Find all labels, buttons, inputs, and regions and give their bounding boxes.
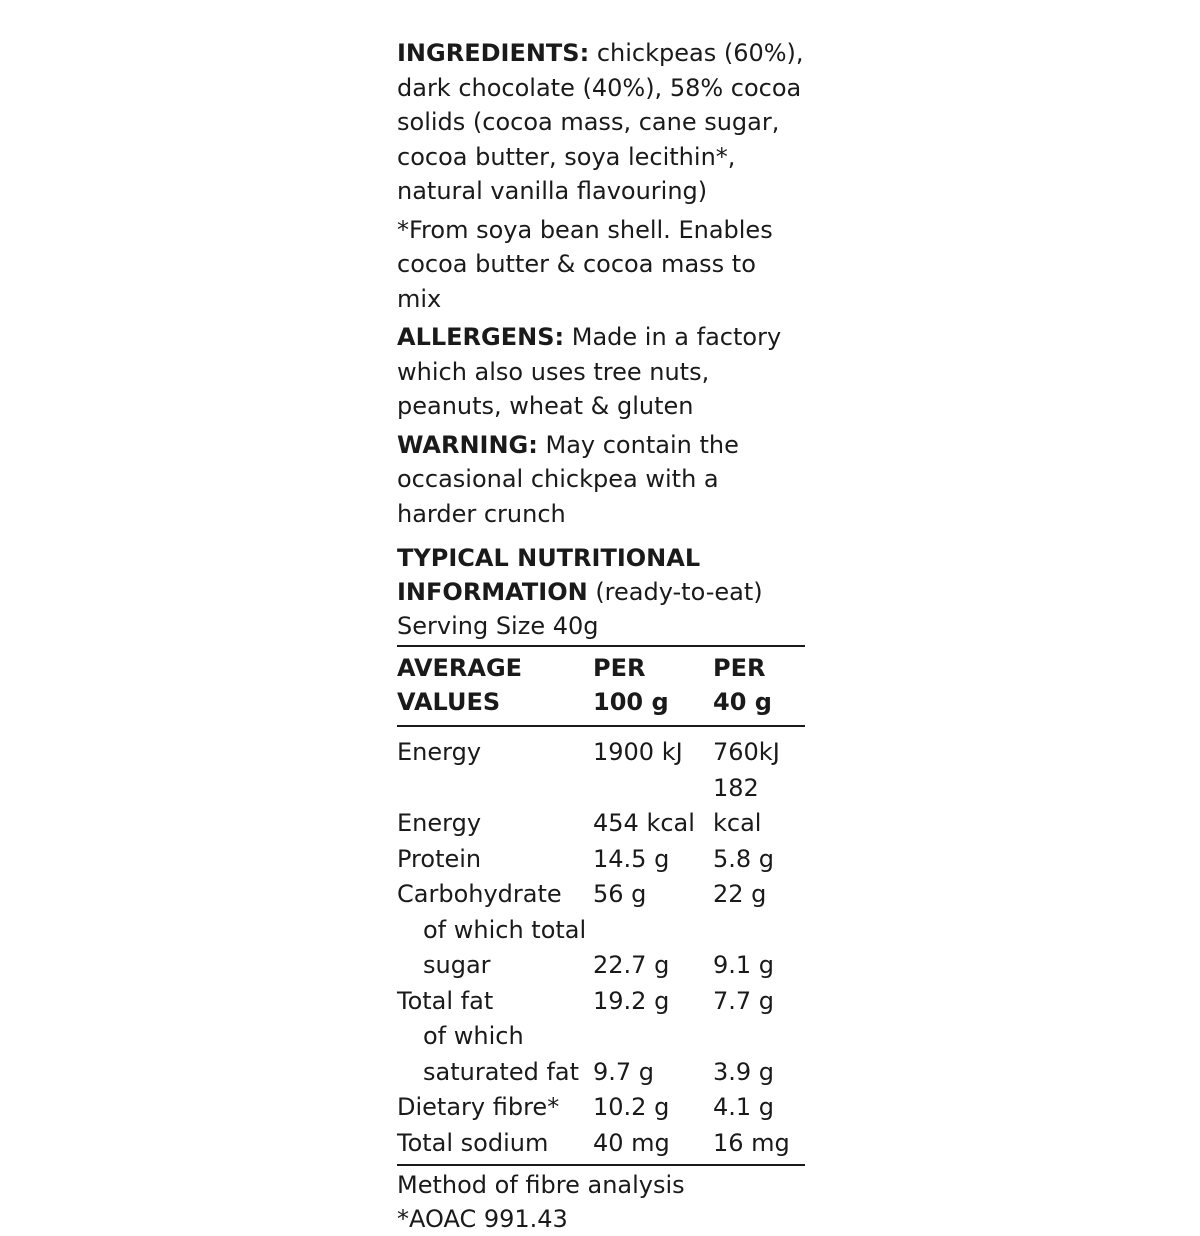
table-row [397,1126,805,1166]
value-per-40g [713,913,805,949]
nutrition-table [397,647,805,1166]
value-per-100g: 56 g [593,880,647,908]
table-row [397,984,805,1020]
allergens-paragraph [397,320,805,424]
value-per-40g [713,1019,805,1055]
table-row [397,1055,805,1091]
warning-text: May contain the occasional chickpea with a harder crunch [397,430,739,528]
value-per-100g: 19.2 g [593,986,670,1015]
ingredients-text: chickpeas (60%), dark chocolate (40%), 58% cocoa solids (cocoa mass, cane sugar, cocoa butter, soya lecithin*, natural vanilla flavouring) [397,39,804,205]
value-per-40g: 16 mg [713,1126,805,1166]
nutrient-name [397,948,593,984]
allergens-text: Made in a factory which also uses tree nuts, peanuts, wheat & gluten [397,323,782,420]
nutrient-name [397,1019,593,1055]
header-per-40g [713,647,805,726]
nutrient-name: Dietary fibre* [397,1093,560,1121]
nutrient-name [397,1055,593,1091]
header-average-line2: VALUES [397,688,501,716]
value-per-100g: 1900 kJ [593,738,683,766]
nutrient-name: Energy [397,809,482,837]
value-per-40g: 22 g [713,880,767,908]
value-per-40g: 3.9 g [713,1057,775,1086]
nutrition-header-row [397,647,805,726]
value-per-100g: 40 mg [593,1126,713,1166]
ingredients-label: INGREDIENTS: [397,39,590,67]
nutrient-name: Protein [397,844,482,873]
nutrient-name: Carbohydrate [397,880,562,908]
value-per-40g: 7.7 g [713,986,775,1015]
nutrition-title-line1: TYPICAL NUTRITIONAL [397,544,701,572]
value-per-40g: 4.1 g [713,1093,775,1121]
table-row [397,1019,805,1055]
nutrient-subname: sugar [423,951,491,979]
table-row [397,877,805,913]
header-per40-line1: PER [713,654,766,682]
header-average-values [397,647,593,726]
nutrition-title-main: INFORMATION [397,578,588,606]
warning-paragraph [397,428,805,532]
footnote-line2: *AOAC 991.43 [397,1205,568,1233]
nutrition-title-line2 [397,575,805,609]
value-per-40g: 9.1 g [713,951,775,979]
value-per-100g: 9.7 g [593,1057,655,1086]
nutrient-name [397,913,593,949]
nutrient-name: Energy [397,738,482,766]
value-per-100g: 14.5 g [593,844,670,873]
nutrient-subname: of which total [423,915,587,944]
ingredients-footnote: *From soya bean shell. Enables cocoa butter & cocoa mass to mix [397,215,773,313]
table-row [397,726,805,771]
table-row [397,948,805,984]
table-row [397,842,805,878]
table-row [397,771,805,842]
header-per100-line1: PER [593,654,646,682]
nutrient-subname: of which [423,1022,524,1050]
value-per-100g: 10.2 g [593,1093,670,1121]
value-per-100g: 454 kcal [593,809,695,837]
table-row [397,913,805,949]
nutrition-title [397,541,805,609]
footnote-line1: Method of fibre analysis [397,1171,685,1199]
nutrition-title-sub: (ready-to-eat) [587,578,763,606]
warning-label: WARNING: [397,430,538,459]
value-per-40g: 182 kcal [713,773,762,837]
ingredients-paragraph [397,36,805,209]
nutrient-subname: saturated fat [423,1057,580,1086]
nutrient-name: Total sodium [397,1126,593,1166]
header-per40-line2: 40 g [713,688,772,716]
value-per-100g [593,913,713,949]
value-per-40g: 5.8 g [713,844,775,873]
allergens-label: ALLERGENS: [397,323,565,351]
product-info-panel [397,36,805,1236]
header-average-line1: AVERAGE [397,654,523,682]
value-per-100g: 22.7 g [593,951,670,979]
header-per100-line2: 100 g [593,688,669,716]
value-per-40g: 760kJ [713,738,780,766]
header-per-100g [593,647,713,726]
table-row [397,1090,805,1126]
fibre-analysis-footnote [397,1168,805,1236]
serving-size: Serving Size 40g [397,609,805,647]
nutrient-name: Total fat [397,986,494,1015]
value-per-100g [593,1019,713,1055]
